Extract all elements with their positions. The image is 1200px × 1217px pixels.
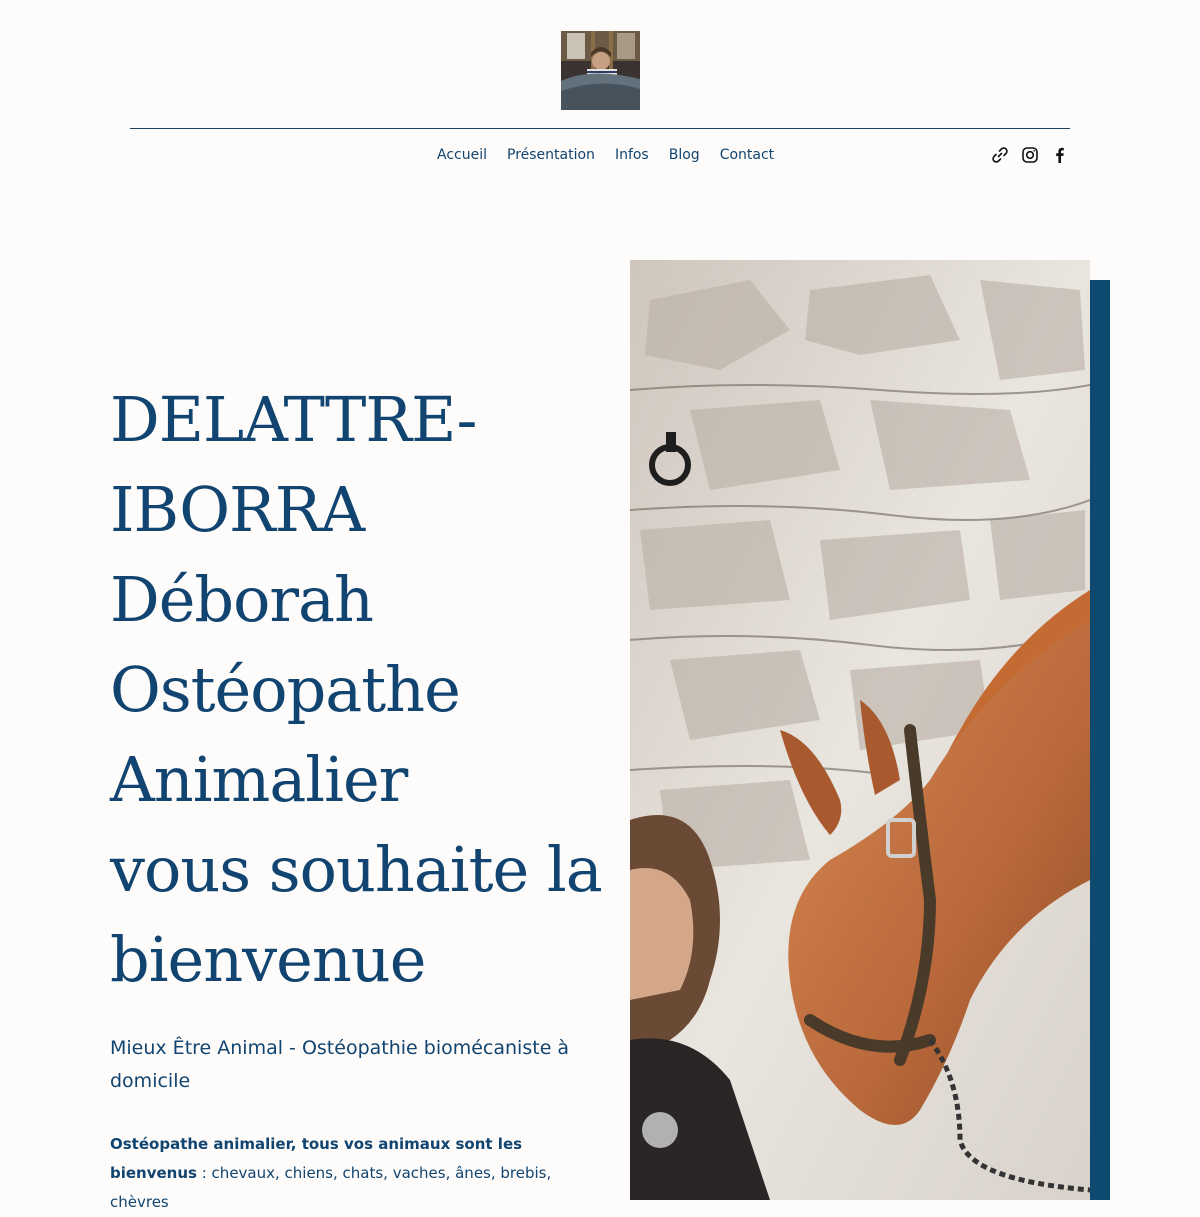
- nav-item-presentation[interactable]: Présentation: [507, 147, 595, 163]
- nav-item-infos[interactable]: Infos: [614, 147, 649, 163]
- intro-text: : chevaux, chiens, chats, vaches, ânes, brebis, chèvres: [110, 1164, 552, 1211]
- nav-item-accueil[interactable]: Accueil: [437, 147, 487, 163]
- horse-photo-image: [630, 260, 1090, 1200]
- hero-title-line: Déborah: [110, 563, 373, 636]
- facebook-icon[interactable]: [1050, 145, 1070, 165]
- site-logo[interactable]: [561, 31, 640, 110]
- hero-intro: [110, 1130, 580, 1217]
- hero-photo: [630, 260, 1090, 1200]
- header-divider: [130, 128, 1070, 129]
- hero-title-line: DELATTRE-: [110, 383, 477, 456]
- hero-title-line: Animalier: [110, 743, 408, 816]
- nav-item-contact[interactable]: Contact: [719, 147, 775, 163]
- hero-title-line: vous souhaite la: [110, 833, 602, 906]
- hero-title-line: Ostéopathe: [110, 653, 460, 726]
- main-navigation: [427, 144, 784, 166]
- social-bar: [990, 144, 1070, 166]
- hero-title: [110, 375, 620, 1005]
- link-icon[interactable]: [990, 145, 1010, 165]
- hero-title-line: bienvenue: [110, 923, 426, 996]
- logo-image: [561, 31, 640, 110]
- hero-subtitle: Mieux Être Animal - Ostéopathie biomécaniste à domicile: [110, 1037, 570, 1092]
- intro-bold-text: Ostéopathe animalier, tous vos animaux sont les bienvenus: [110, 1135, 523, 1182]
- nav-item-blog[interactable]: Blog: [668, 147, 700, 163]
- instagram-icon[interactable]: [1020, 145, 1040, 165]
- hero-title-line: IBORRA: [110, 473, 365, 546]
